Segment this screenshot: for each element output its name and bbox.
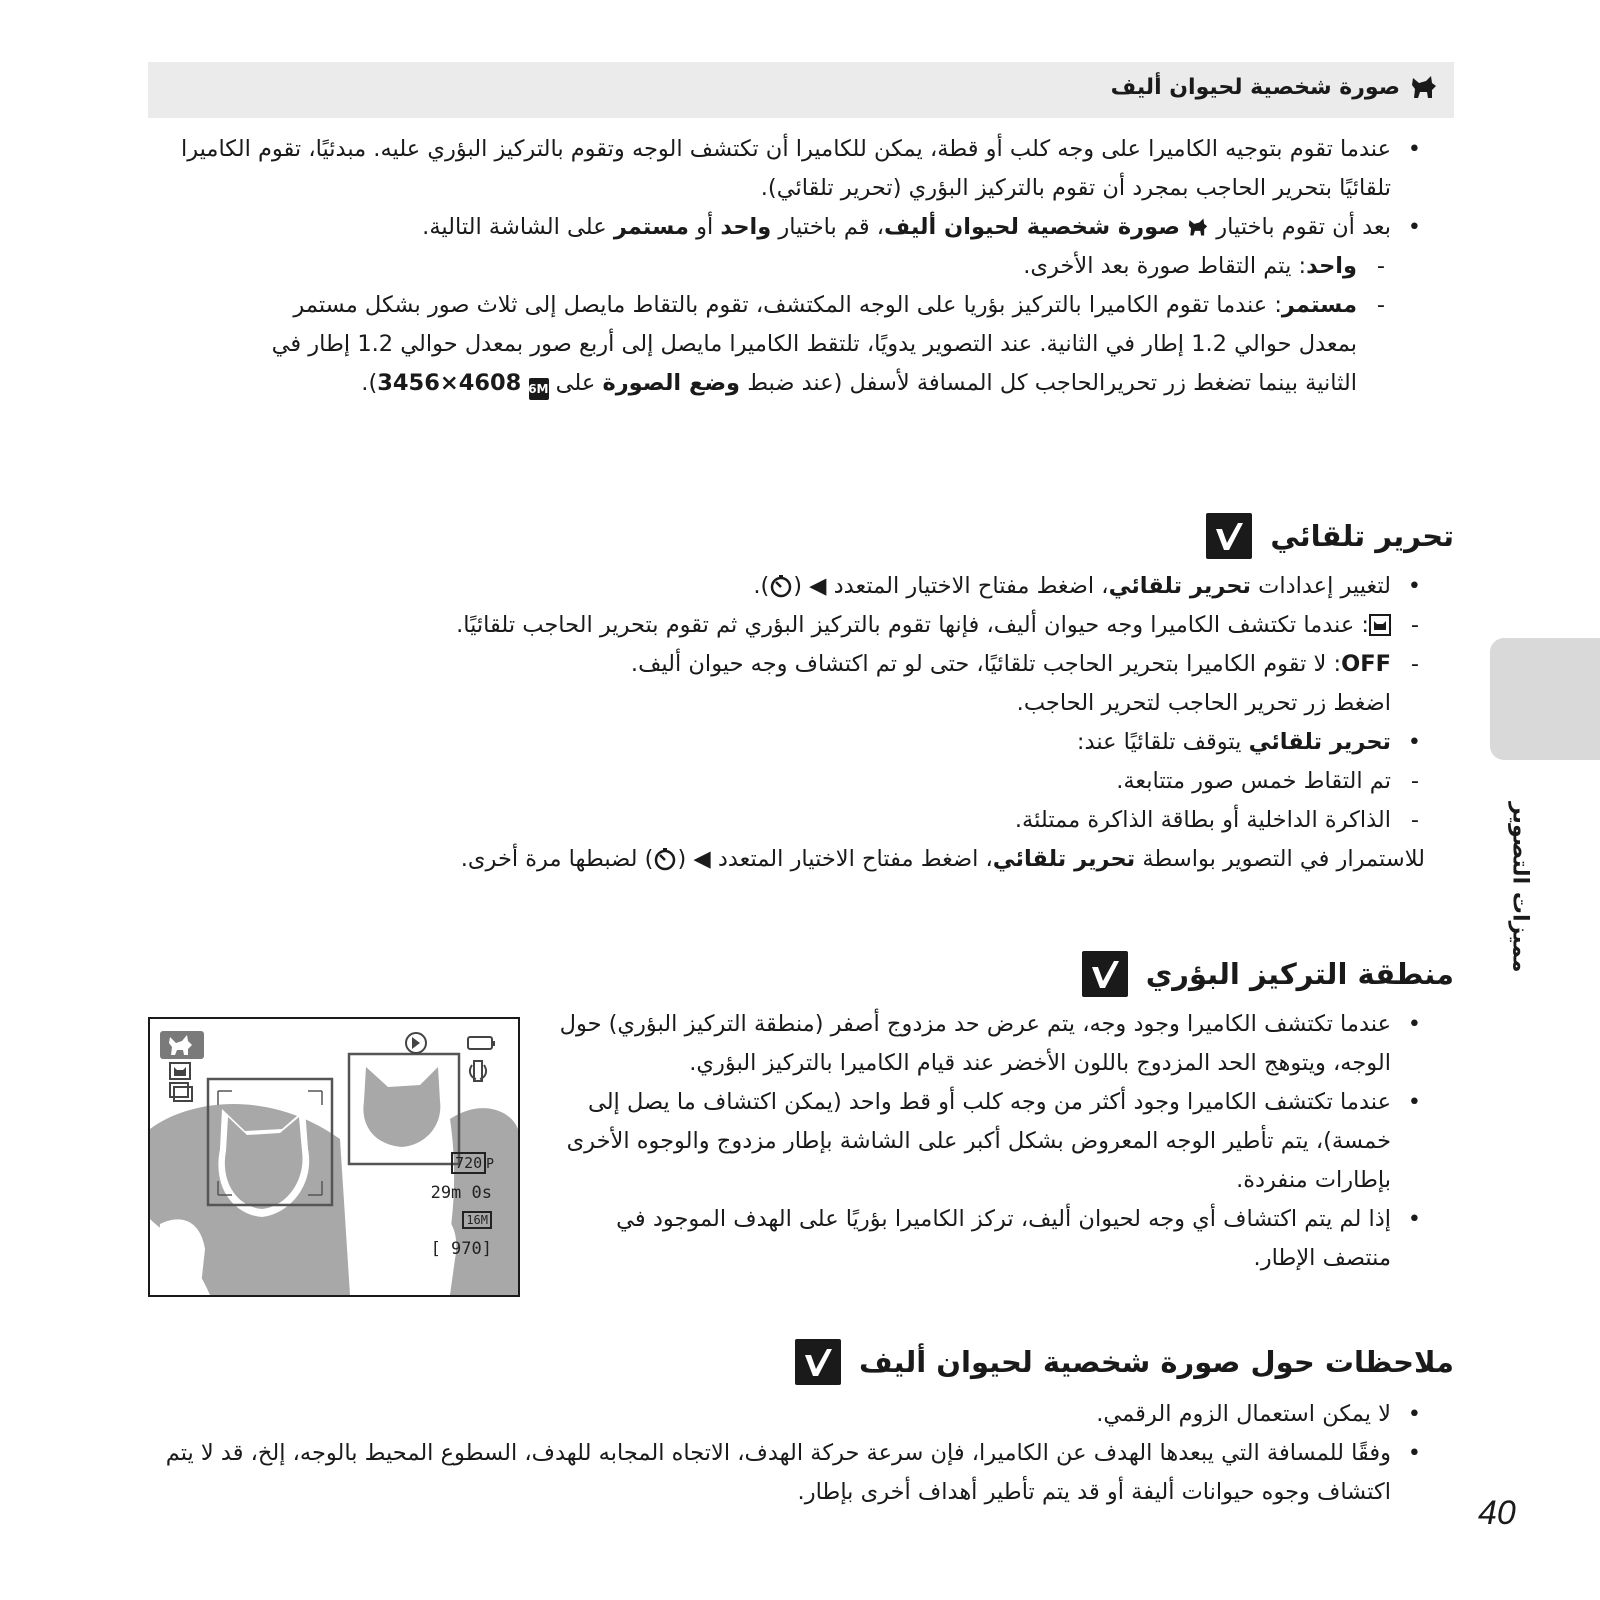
focus-bullet-2: • عندما تكتشف الكاميرا وجود أكثر من وجه كلب أو قط واحد (يمكن اكتشاف ما يصل إلى خمسة)، يتم تأطير الوجه المعروض بشكل أكبر على الشاشة بإطار مزدوج والوجوه الأخرى بإطارات منفردة. bbox=[555, 1083, 1425, 1200]
auto-bullet-1: • لتغيير إعدادات تحرير تلقائي، اضغط مفتاح الاختيار المتعدد ◀ (). bbox=[150, 567, 1425, 606]
auto-bullet-2: • تحرير تلقائي يتوقف تلقائيًا عند: bbox=[150, 723, 1425, 762]
notes-bullet-2: • وفقًا للمسافة التي يبعدها الهدف عن الكاميرا، فإن سرعة حركة الهدف، الاتجاه المجابه للهدف، السطوع المحيط بالوجه، إلخ، قد لا يتم اكتشاف وجوه حيوانات أليفة أو قد يتم تأطير أهداف أخرى بإطار. bbox=[148, 1434, 1425, 1512]
pet-face-detect-icon bbox=[1369, 614, 1391, 636]
chapter-tab bbox=[1490, 638, 1600, 760]
self-timer-icon bbox=[653, 847, 677, 871]
intro-sub-continuous: - مستمر: عندما تقوم الكاميرا بالتركيز بؤريا على الوجه المكتشف، تقوم بالتقاط مايصل إلى ثلاث صور بشكل مستمر بمعدل حوالي 1.2 إطار في الثانية. عند التصوير يدويًا، تلتقط الكاميرا مايصل إلى أربع صور بمعدل حوالي 1.2 إطار في الثانية بينما تضغط زر تحريرالحاجب كل المسافة لأسفل (عند ضبط وضع الصورة على 16M 4608×3456). bbox=[160, 286, 1391, 403]
page-number: 40 bbox=[1478, 1494, 1516, 1532]
intro-bullet-2: • بعد أن تقوم باختيار صورة شخصية لحيوان أليف، قم باختيار واحد أو مستمر على الشاشة التالية. bbox=[160, 208, 1425, 247]
notes-block bbox=[148, 1395, 1425, 1512]
shots-remaining: [ 970] bbox=[430, 1239, 492, 1259]
image-size-16m-icon: 16M bbox=[529, 378, 549, 400]
notes-bullet-1: • لا يمكن استعمال الزوم الرقمي. bbox=[148, 1395, 1425, 1434]
chapter-tab-label: مميزات التصوير bbox=[1507, 801, 1533, 973]
focus-bullet-3: • إذا لم يتم اكتشاف أي وجه لحيوان أليف، تركز الكاميرا بؤريًا على الهدف الموجود في منتصف الإطار. bbox=[555, 1200, 1425, 1278]
checkmark-icon bbox=[1206, 513, 1252, 559]
intro-block bbox=[160, 130, 1425, 403]
self-timer-icon bbox=[769, 574, 793, 598]
pet-icon bbox=[1410, 74, 1438, 100]
section-heading-auto-release bbox=[1206, 512, 1454, 560]
header-title bbox=[1111, 74, 1438, 100]
camera-monitor-illustration bbox=[148, 1017, 520, 1297]
section-title: ملاحظات حول صورة شخصية لحيوان أليف bbox=[858, 1345, 1454, 1379]
section-heading-focus-area bbox=[1082, 950, 1454, 998]
section-title: منطقة التركيز البؤري bbox=[1145, 957, 1454, 991]
auto-stop-condition-1: - تم التقاط خمس صور متتابعة. bbox=[150, 762, 1425, 801]
auto-continue-note: للاستمرار في التصوير بواسطة تحرير تلقائي، اضغط مفتاح الاختيار المتعدد ◀ () لضبطها مرة أخرى. bbox=[460, 846, 1425, 872]
checkmark-icon bbox=[1082, 951, 1128, 997]
auto-option-off: - OFF: لا تقوم الكاميرا بتحرير الحاجب تلقائيًا، حتى لو تم اكتشاف وجه حيوان أليف. bbox=[150, 645, 1425, 684]
auto-option-off-line2: اضغط زر تحرير الحاجب لتحرير الحاجب. bbox=[1016, 690, 1391, 716]
image-size-indicator: 16M bbox=[462, 1211, 492, 1229]
auto-stop-condition-2: - الذاكرة الداخلية أو بطاقة الذاكرة ممتلئة. bbox=[150, 801, 1425, 840]
movie-mode-indicator: 720 P bbox=[451, 1153, 494, 1173]
section-title: تحرير تلقائي bbox=[1270, 519, 1454, 553]
auto-release-block bbox=[150, 567, 1425, 879]
pet-icon bbox=[1187, 217, 1209, 237]
focus-area-block bbox=[555, 1005, 1425, 1278]
header-title-text: صورة شخصية لحيوان أليف bbox=[1110, 74, 1400, 100]
checkmark-icon bbox=[795, 1339, 841, 1385]
section-header-bar bbox=[148, 62, 1454, 118]
remaining-time: 29m 0s bbox=[430, 1183, 492, 1203]
intro-sub-single: - واحد: يتم التقاط صورة بعد الأخرى. bbox=[160, 247, 1391, 286]
section-heading-notes bbox=[795, 1338, 1454, 1386]
intro-bullet-1: • عندما تقوم بتوجيه الكاميرا على وجه كلب أو قطة، يمكن للكاميرا أن تكتشف الوجه وتقوم بالتركيز البؤري عليه. مبدئيًا، تقوم الكاميرا تلقائيًا بتحرير الحاجب بمجرد أن تقوم بالتركيز البؤري (تحرير تلقائي). bbox=[160, 130, 1425, 208]
focus-bullet-1: • عندما تكتشف الكاميرا وجود وجه، يتم عرض حد مزدوج أصفر (منطقة التركيز البؤري) حول الوجه، ويتوهج الحد المزدوج باللون الأخضر عند قيام الكاميرا بالتركيز البؤري. bbox=[555, 1005, 1425, 1083]
auto-option-on: - : عندما تكتشف الكاميرا وجه حيوان أليف، فإنها تقوم بالتركيز البؤري ثم تقوم بتحرير الحاجب تلقائيًا. bbox=[150, 606, 1425, 645]
